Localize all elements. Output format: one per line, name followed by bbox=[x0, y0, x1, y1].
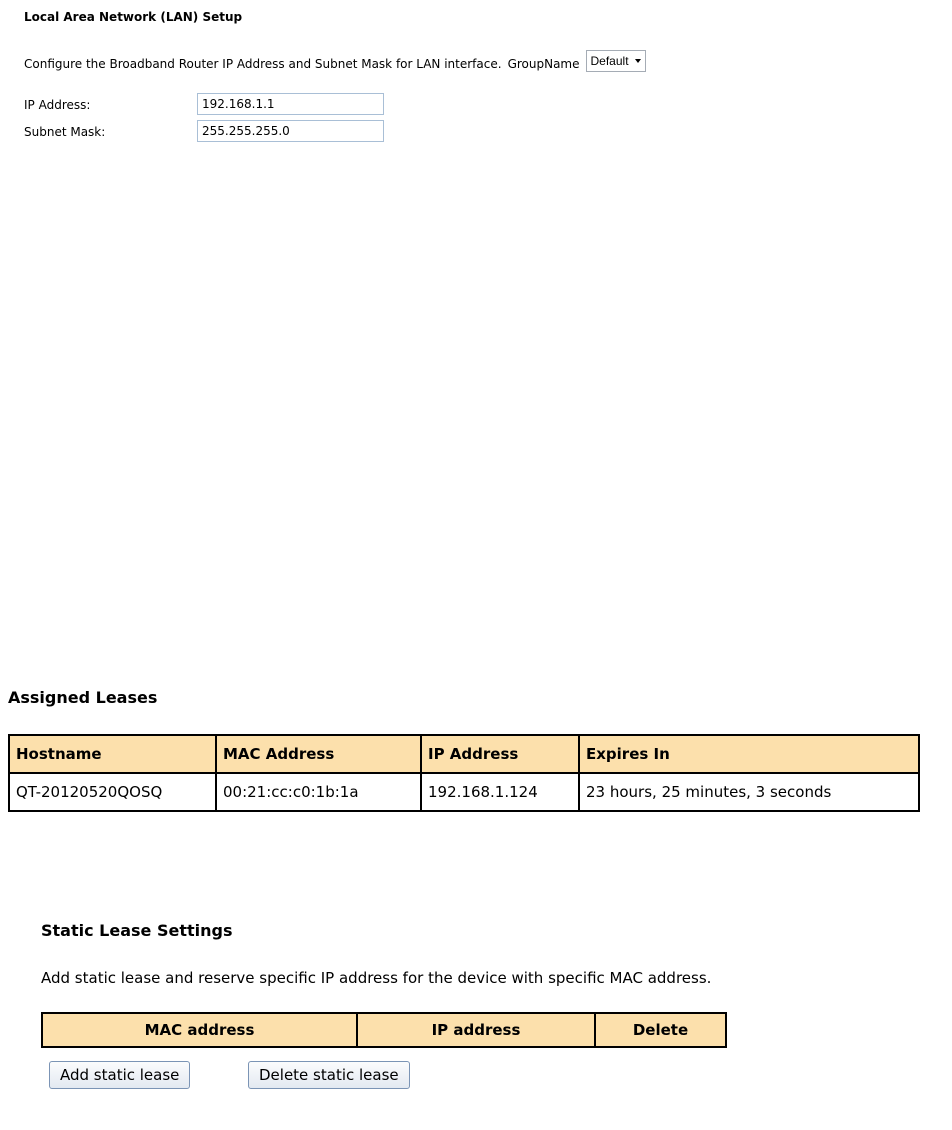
column-header-ip-address: IP address bbox=[357, 1013, 595, 1047]
column-header-expires-in: Expires In bbox=[579, 735, 919, 773]
table-header-row bbox=[42, 1013, 726, 1047]
delete-static-lease-button[interactable]: Delete static lease bbox=[248, 1061, 410, 1089]
group-name-select[interactable] bbox=[586, 50, 646, 72]
lease-ip-address: 192.168.1.124 bbox=[421, 773, 579, 811]
group-name-label: GroupName bbox=[507, 57, 580, 71]
chevron-down-icon bbox=[635, 59, 641, 63]
subnet-mask-label: Subnet Mask: bbox=[24, 125, 106, 139]
assigned-leases-table bbox=[8, 734, 920, 812]
lan-setup-description: Configure the Broadband Router IP Address and Subnet Mask for LAN interface. bbox=[24, 57, 502, 71]
column-header-delete: Delete bbox=[595, 1013, 726, 1047]
column-header-hostname: Hostname bbox=[9, 735, 216, 773]
table-row bbox=[9, 773, 919, 811]
table-header-row bbox=[9, 735, 919, 773]
static-lease-table bbox=[41, 1012, 727, 1048]
lease-hostname: QT-20120520QOSQ bbox=[9, 773, 216, 811]
assigned-leases-title: Assigned Leases bbox=[8, 688, 158, 707]
column-header-mac-address: MAC address bbox=[42, 1013, 357, 1047]
lan-setup-title: Local Area Network (LAN) Setup bbox=[24, 10, 243, 24]
ip-address-input[interactable] bbox=[197, 93, 384, 115]
subnet-mask-input[interactable] bbox=[197, 120, 384, 142]
lease-mac-address: 00:21:cc:c0:1b:1a bbox=[216, 773, 421, 811]
lease-expires-in: 23 hours, 25 minutes, 3 seconds bbox=[579, 773, 919, 811]
static-lease-description: Add static lease and reserve specific IP address for the device with specific MAC address. bbox=[41, 969, 712, 987]
group-name-value: Default bbox=[590, 54, 629, 68]
ip-address-label: IP Address: bbox=[24, 98, 91, 112]
column-header-ip-address: IP Address bbox=[421, 735, 579, 773]
static-lease-title: Static Lease Settings bbox=[41, 921, 233, 940]
lan-setup-description-row bbox=[24, 53, 646, 75]
add-static-lease-button[interactable]: Add static lease bbox=[49, 1061, 190, 1089]
column-header-mac-address: MAC Address bbox=[216, 735, 421, 773]
